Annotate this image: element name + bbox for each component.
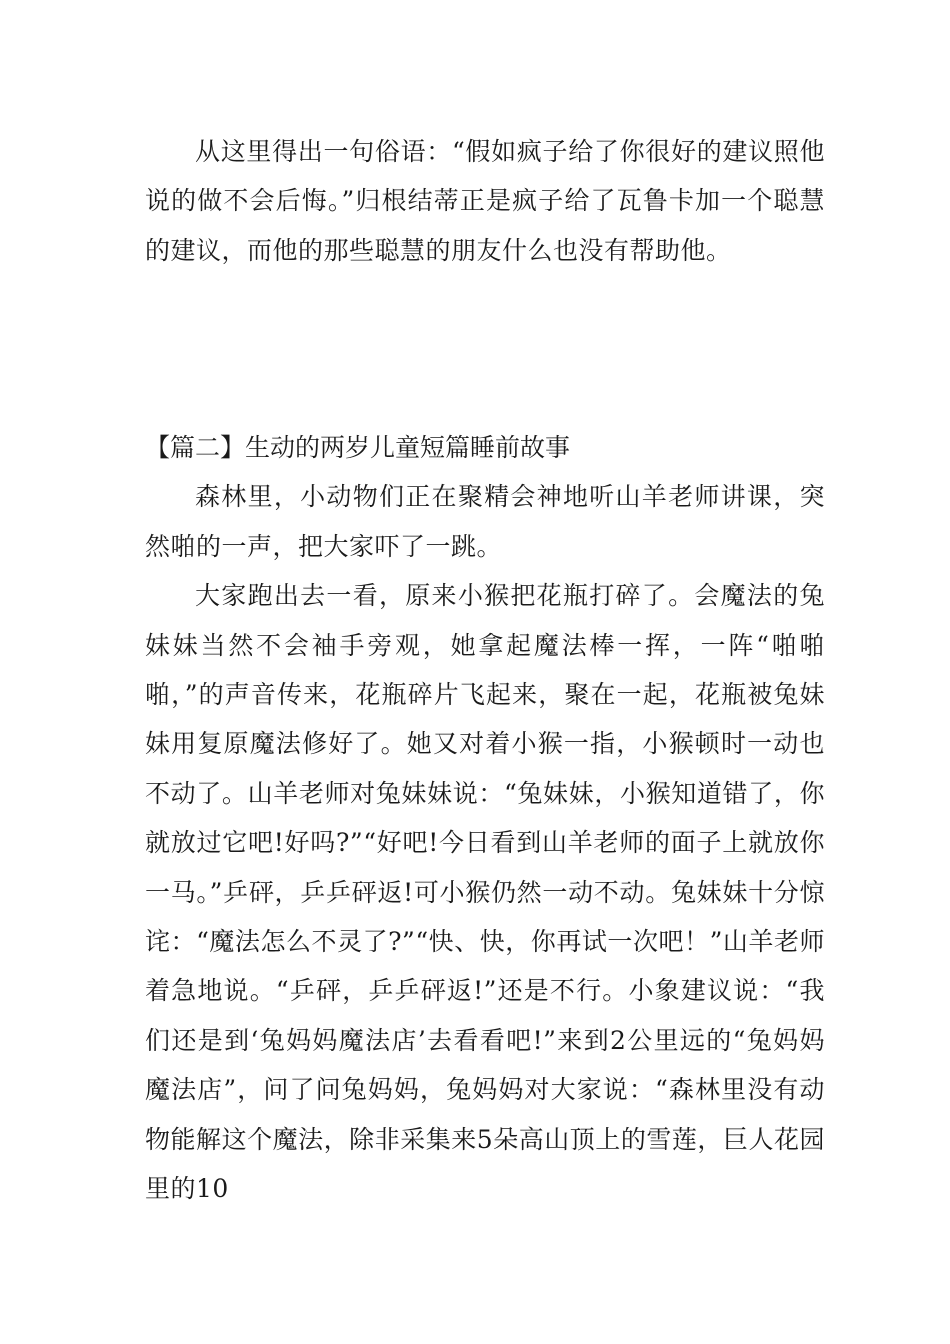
- paragraph: 森林里，小动物们正在聚精会神地听山羊老师讲课，突然啪的一声，把大家吓了一跳。: [145, 482, 825, 561]
- section-1-text: [145, 127, 825, 275]
- paragraph: 从这里得出一句俗语：“假如疯子给了你很好的建议照他说的做不会后悔。”归根结蒂正是疯子给了瓦鲁卡加一个聪慧的建议，而他的那些聪慧的朋友什么也没有帮助他。: [145, 137, 825, 265]
- paragraph: 大家跑出去一看，原来小猴把花瓶打碎了。会魔法的兔妹妹当然不会袖手旁观，她拿起魔法棒一挥，一阵“啪啪啪，”的声音传来，花瓶碎片飞起来，聚在一起，花瓶被兔妹妹用复原魔法修好了。她又对着小猴一指，小猴顿时一动也不动了。山羊老师对兔妹妹说：“兔妹妹，小猴知道错了，你就放过它吧!好吗?”“好吧!今日看到山羊老师的面子上就放你一马。”乒砰，乒乒砰返!可小猴仍然一动不动。兔妹妹十分惊诧：“魔法怎么不灵了?”“快、快，你再试一次吧！”山羊老师着急地说。“乒砰，乒乒砰返!”还是不行。小象建议说：“我们还是到‘兔妈妈魔法店’去看看吧!”来到2公里远的“兔妈妈魔法店”，问了问兔妈妈，兔妈妈对大家说：“森林里没有动物能解这个魔法，除非采集来5朵高山顶上的雪莲，巨人花园里的10: [145, 581, 825, 1204]
- section-2-text: [145, 423, 825, 1214]
- section-heading: 【篇二】生动的两岁儿童短篇睡前故事: [145, 433, 571, 462]
